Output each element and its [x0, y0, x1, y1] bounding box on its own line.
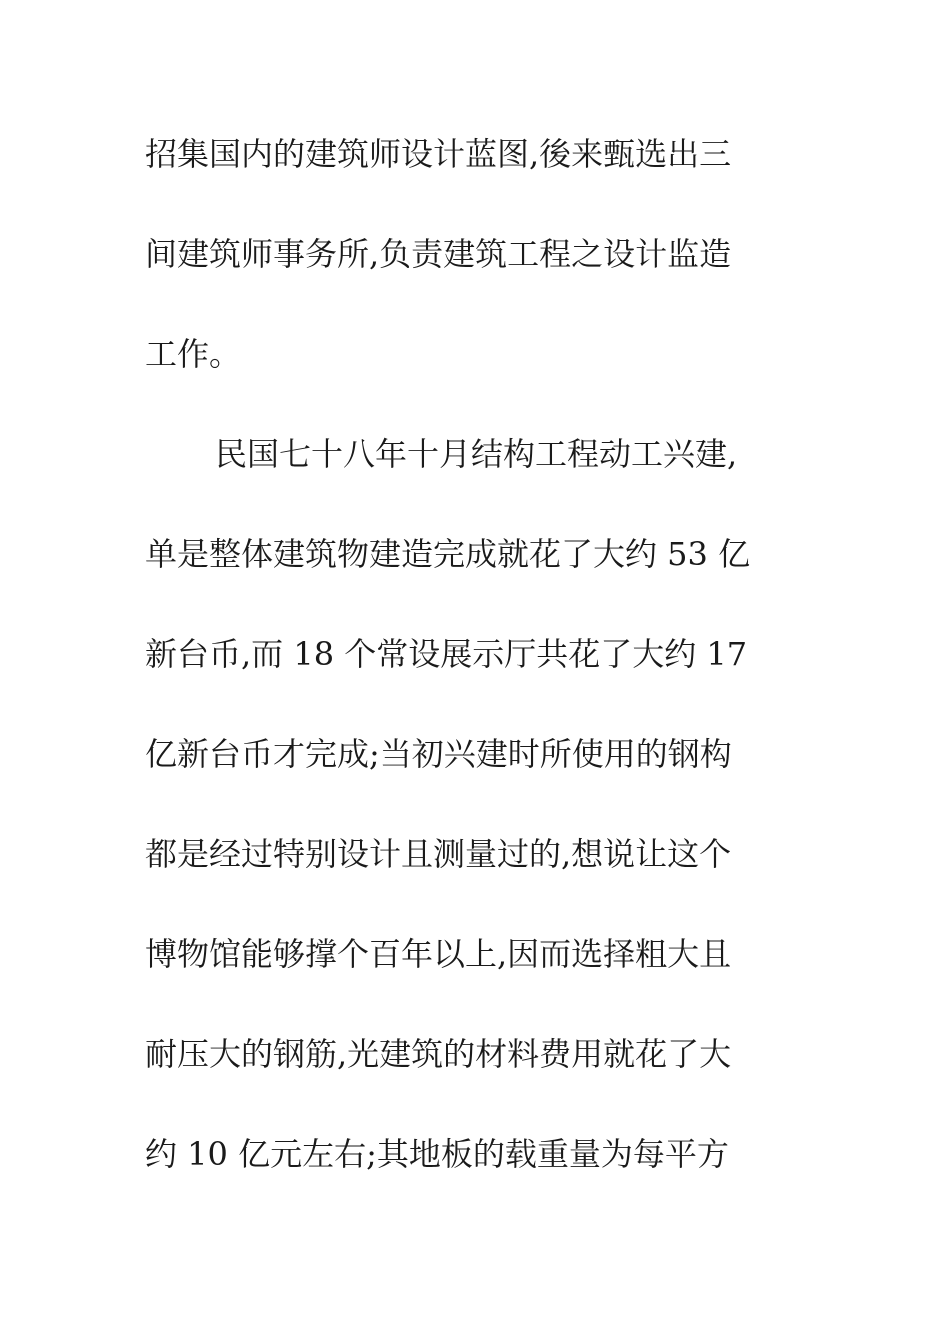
- text-line: 博物馆能够撑个百年以上,因而选择粗大且: [145, 935, 732, 973]
- text-line: 耐压大的钢筋,光建筑的材料费用就花了大: [145, 1035, 732, 1073]
- text-line: 招集国内的建筑师设计蓝图,後来甄选出三: [145, 135, 732, 173]
- text-line: 亿新台币才完成;当初兴建时所使用的钢构: [145, 735, 732, 773]
- text-line: 新台币,而 18 个常设展示厅共花了大约 17: [145, 635, 748, 673]
- text-line: 都是经过特别设计且测量过的,想说让这个: [145, 835, 732, 873]
- text-line: 单是整体建筑物建造完成就花了大约 53 亿: [145, 535, 751, 573]
- paragraph-first-line: 民国七十八年十月结构工程动工兴建,: [215, 435, 738, 473]
- text-line: 约 10 亿元左右;其地板的载重量为每平方: [145, 1135, 729, 1173]
- text-line: 间建筑师事务所,负责建筑工程之设计监造: [145, 235, 732, 273]
- text-line: 工作。: [145, 335, 242, 373]
